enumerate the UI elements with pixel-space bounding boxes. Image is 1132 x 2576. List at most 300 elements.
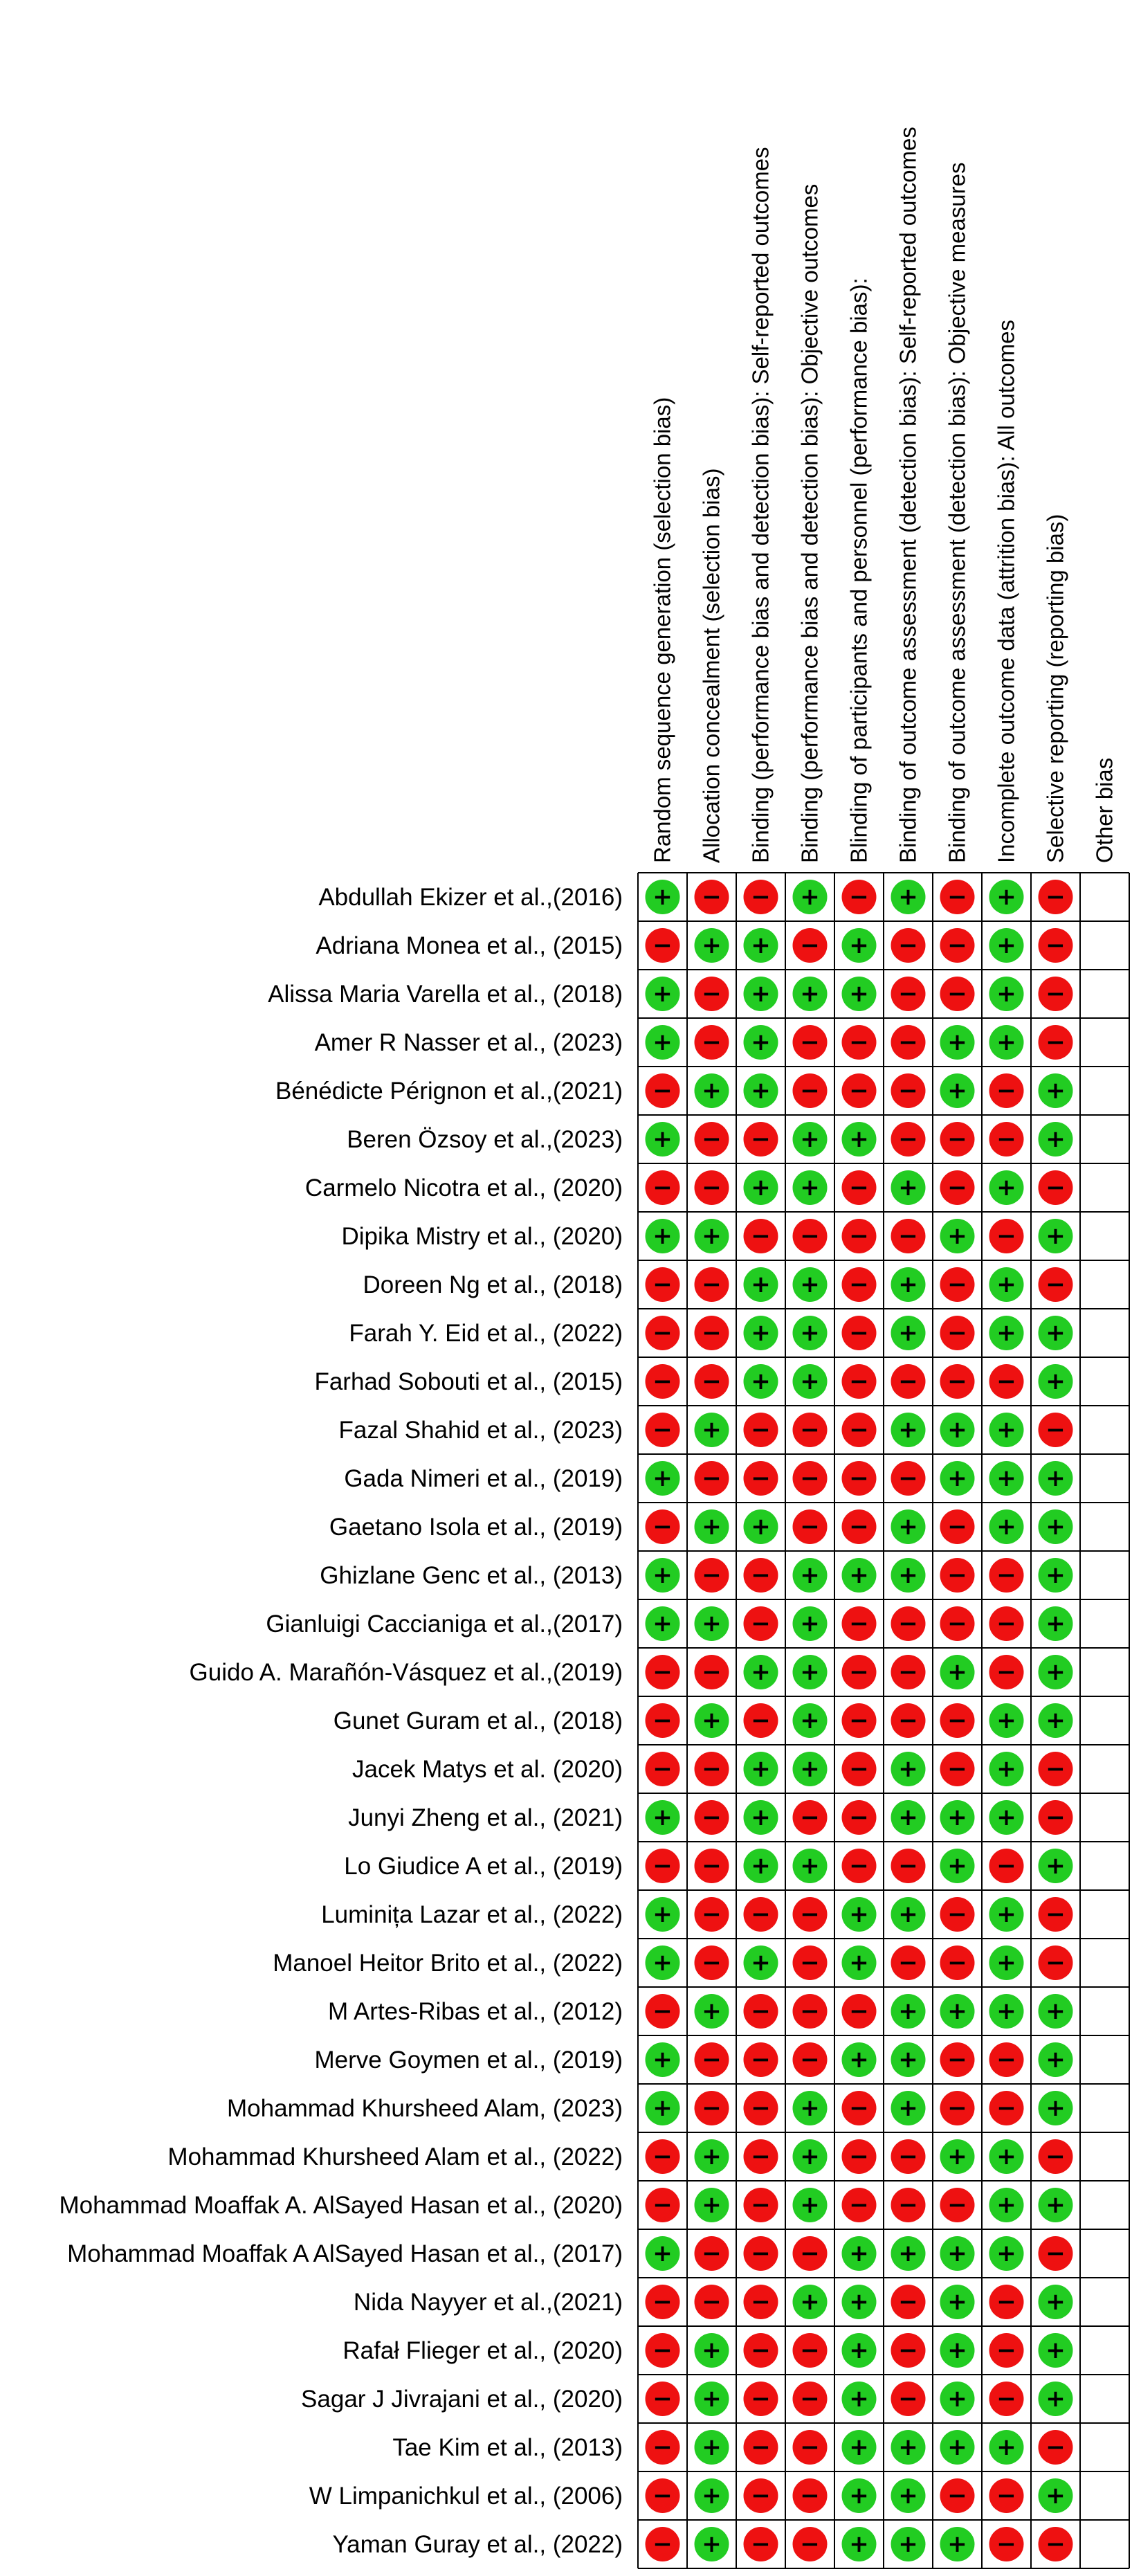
- minus-icon: −: [702, 980, 722, 1008]
- rating-cell-16-1: [695, 1655, 729, 1689]
- minus-icon: −: [947, 2094, 967, 2122]
- rating-cell-0-1: [695, 880, 729, 914]
- rating-cell-3-3: [793, 1025, 828, 1060]
- minus-icon: −: [947, 1125, 967, 1153]
- minus-icon: −: [996, 2046, 1016, 2074]
- minus-icon: −: [849, 1997, 869, 2025]
- plus-icon: +: [1046, 1513, 1066, 1541]
- minus-icon: −: [898, 1222, 918, 1250]
- rating-cell-31-6: [940, 2382, 975, 2416]
- rating-cell-17-1: [695, 1703, 729, 1738]
- plus-icon: +: [800, 980, 820, 1008]
- plus-icon: +: [996, 1755, 1016, 1783]
- minus-icon: −: [947, 2482, 967, 2510]
- rating-cell-0-2: [744, 880, 778, 914]
- plus-icon: +: [751, 1174, 771, 1201]
- rating-cell-29-4: [842, 2285, 877, 2319]
- rating-cell-15-2: [744, 1606, 778, 1641]
- rating-cell-30-2: [744, 2333, 778, 2368]
- rating-cell-21-7: [989, 1897, 1024, 1932]
- plus-icon: +: [1046, 1077, 1066, 1105]
- minus-icon: −: [947, 1513, 967, 1541]
- column-header-0: Random sequence generation (selection bias): [649, 397, 675, 863]
- plus-icon: +: [800, 1271, 820, 1298]
- minus-icon: −: [800, 1416, 820, 1444]
- rating-cell-12-8: [1039, 1461, 1073, 1496]
- plus-icon: +: [996, 1416, 1016, 1444]
- rating-cell-21-8: [1039, 1897, 1073, 1932]
- plus-icon: +: [652, 1949, 673, 1977]
- plus-icon: +: [702, 1222, 722, 1250]
- rating-cell-26-2: [744, 2139, 778, 2174]
- plus-icon: +: [947, 2337, 967, 2364]
- rating-cell-25-8: [1039, 2091, 1073, 2125]
- minus-icon: −: [702, 2240, 722, 2267]
- rating-cell-34-0: [646, 2527, 680, 2561]
- plus-icon: +: [996, 1513, 1016, 1541]
- plus-icon: +: [702, 2482, 722, 2510]
- minus-icon: −: [849, 1271, 869, 1298]
- rating-cell-2-3: [793, 977, 828, 1011]
- minus-icon: −: [800, 1028, 820, 1056]
- plus-icon: +: [947, 1077, 967, 1105]
- rating-cell-24-7: [989, 2042, 1024, 2077]
- rating-cell-33-6: [940, 2478, 975, 2513]
- rating-cell-17-0: [646, 1703, 680, 1738]
- rating-cell-4-8: [1039, 1073, 1073, 1108]
- row-label-12: Gada Nimeri et al., (2019): [344, 1465, 623, 1492]
- minus-icon: −: [751, 1222, 771, 1250]
- minus-icon: −: [652, 2385, 673, 2413]
- rating-cell-16-5: [891, 1655, 926, 1689]
- rating-cell-29-1: [695, 2285, 729, 2319]
- row-label-20: Lo Giudice A et al., (2019): [344, 1853, 623, 1880]
- rating-cell-30-4: [842, 2333, 877, 2368]
- rating-cell-33-7: [989, 2478, 1024, 2513]
- row-label-21: Luminița Lazar et al., (2022): [321, 1901, 623, 1928]
- row-label-5: Beren Özsoy et al.,(2023): [347, 1126, 623, 1153]
- plus-icon: +: [702, 2143, 722, 2170]
- minus-icon: −: [898, 1658, 918, 1686]
- rating-cell-28-3: [793, 2236, 828, 2271]
- column-header-5: Binding of outcome assessment (detection bias): Self-reported outcomes: [895, 127, 921, 863]
- plus-icon: +: [702, 1997, 722, 2025]
- column-header-2: Binding (performance bias and detection bias): Self-reported outcomes: [747, 147, 774, 863]
- plus-icon: +: [849, 1901, 869, 1928]
- plus-icon: +: [898, 1997, 918, 2025]
- rating-cell-32-5: [891, 2430, 926, 2465]
- plus-icon: +: [898, 1416, 918, 1444]
- minus-icon: −: [702, 1368, 722, 1395]
- minus-icon: −: [751, 1125, 771, 1153]
- rating-cell-33-8: [1039, 2478, 1073, 2513]
- rating-cell-34-6: [940, 2527, 975, 2561]
- minus-icon: −: [947, 883, 967, 911]
- plus-icon: +: [849, 1561, 869, 1589]
- plus-icon: +: [898, 2433, 918, 2461]
- rating-cell-18-6: [940, 1752, 975, 1786]
- rating-cell-20-0: [646, 1849, 680, 1883]
- rating-cell-28-6: [940, 2236, 975, 2271]
- rating-cell-22-4: [842, 1945, 877, 1980]
- plus-icon: +: [849, 2046, 869, 2074]
- rating-cell-10-3: [793, 1364, 828, 1399]
- rating-cell-31-2: [744, 2382, 778, 2416]
- rating-cell-34-2: [744, 2527, 778, 2561]
- rating-cell-28-4: [842, 2236, 877, 2271]
- minus-icon: −: [947, 932, 967, 959]
- minus-icon: −: [947, 2046, 967, 2074]
- rating-cell-21-1: [695, 1897, 729, 1932]
- minus-icon: −: [652, 2530, 673, 2558]
- rating-cell-30-7: [989, 2333, 1024, 2368]
- plus-icon: +: [652, 2046, 673, 2074]
- plus-icon: +: [1046, 2046, 1066, 2074]
- minus-icon: −: [1046, 1949, 1066, 1977]
- rating-cell-10-1: [695, 1364, 729, 1399]
- plus-icon: +: [702, 2191, 722, 2219]
- rating-cell-3-5: [891, 1025, 926, 1060]
- minus-icon: −: [800, 1464, 820, 1492]
- rating-cell-2-4: [842, 977, 877, 1011]
- rating-cell-27-2: [744, 2188, 778, 2222]
- plus-icon: +: [751, 1077, 771, 1105]
- minus-icon: −: [702, 1658, 722, 1686]
- minus-icon: −: [1046, 1271, 1066, 1298]
- rating-cell-25-2: [744, 2091, 778, 2125]
- rating-cell-32-6: [940, 2430, 975, 2465]
- minus-icon: −: [751, 2143, 771, 2170]
- rating-cell-11-3: [793, 1413, 828, 1447]
- rating-cell-31-4: [842, 2382, 877, 2416]
- minus-icon: −: [849, 1368, 869, 1395]
- row-label-1: Adriana Monea et al., (2015): [316, 932, 623, 959]
- minus-icon: −: [898, 2385, 918, 2413]
- rating-cell-10-4: [842, 1364, 877, 1399]
- rating-cell-33-0: [646, 2478, 680, 2513]
- minus-icon: −: [947, 1755, 967, 1783]
- rating-cell-20-1: [695, 1849, 729, 1883]
- minus-icon: −: [1046, 980, 1066, 1008]
- minus-icon: −: [849, 1319, 869, 1347]
- rating-cell-1-5: [891, 928, 926, 963]
- rating-cell-26-8: [1039, 2139, 1073, 2174]
- minus-icon: −: [849, 1464, 869, 1492]
- row-label-9: Farah Y. Eid et al., (2022): [349, 1320, 623, 1347]
- rating-cell-17-7: [989, 1703, 1024, 1738]
- minus-icon: −: [800, 2482, 820, 2510]
- minus-icon: −: [947, 1707, 967, 1734]
- rating-cell-10-2: [744, 1364, 778, 1399]
- rating-cell-24-1: [695, 2042, 729, 2077]
- plus-icon: +: [702, 1610, 722, 1638]
- plus-icon: +: [898, 1561, 918, 1589]
- minus-icon: −: [898, 2337, 918, 2364]
- rating-cell-19-4: [842, 1800, 877, 1835]
- minus-icon: −: [996, 1222, 1016, 1250]
- rating-cell-0-0: [646, 880, 680, 914]
- rating-cell-33-2: [744, 2478, 778, 2513]
- plus-icon: +: [849, 2530, 869, 2558]
- rating-cell-1-8: [1039, 928, 1073, 963]
- rating-cell-20-8: [1039, 1849, 1073, 1883]
- rating-cell-11-8: [1039, 1413, 1073, 1447]
- minus-icon: −: [898, 1368, 918, 1395]
- row-label-23: M Artes-Ribas et al., (2012): [328, 1998, 623, 2025]
- plus-icon: +: [1046, 2337, 1066, 2364]
- rating-cell-20-3: [793, 1849, 828, 1883]
- rating-cell-1-2: [744, 928, 778, 963]
- minus-icon: −: [751, 1416, 771, 1444]
- minus-icon: −: [751, 2385, 771, 2413]
- rating-cell-13-8: [1039, 1509, 1073, 1544]
- minus-icon: −: [702, 1464, 722, 1492]
- rating-cell-3-1: [695, 1025, 729, 1060]
- row-label-26: Mohammad Khursheed Alam et al., (2022): [167, 2143, 623, 2170]
- rating-cell-26-6: [940, 2139, 975, 2174]
- plus-icon: +: [652, 1901, 673, 1928]
- plus-icon: +: [996, 1997, 1016, 2025]
- minus-icon: −: [702, 1319, 722, 1347]
- rating-cell-24-6: [940, 2042, 975, 2077]
- column-header-4: Blinding of participants and personnel (performance bias):: [846, 278, 872, 863]
- rating-cell-16-6: [940, 1655, 975, 1689]
- minus-icon: −: [702, 2288, 722, 2316]
- rating-cell-7-2: [744, 1219, 778, 1253]
- plus-icon: +: [702, 2337, 722, 2364]
- rating-cell-16-2: [744, 1655, 778, 1689]
- plus-icon: +: [849, 2337, 869, 2364]
- rating-cell-26-1: [695, 2139, 729, 2174]
- minus-icon: −: [702, 1561, 722, 1589]
- plus-icon: +: [849, 1125, 869, 1153]
- plus-icon: +: [751, 1658, 771, 1686]
- rating-cell-31-1: [695, 2382, 729, 2416]
- rating-cell-27-8: [1039, 2188, 1073, 2222]
- minus-icon: −: [947, 980, 967, 1008]
- plus-icon: +: [849, 2288, 869, 2316]
- minus-icon: −: [702, 2094, 722, 2122]
- row-label-13: Gaetano Isola et al., (2019): [329, 1514, 623, 1541]
- rating-cell-6-3: [793, 1170, 828, 1205]
- plus-icon: +: [996, 1271, 1016, 1298]
- plus-icon: +: [800, 1610, 820, 1638]
- rating-cell-18-1: [695, 1752, 729, 1786]
- minus-icon: −: [1046, 1028, 1066, 1056]
- rating-cell-12-6: [940, 1461, 975, 1496]
- minus-icon: −: [652, 1271, 673, 1298]
- rating-cell-2-5: [891, 977, 926, 1011]
- plus-icon: +: [947, 1658, 967, 1686]
- minus-icon: −: [652, 2191, 673, 2219]
- rating-cell-17-5: [891, 1703, 926, 1738]
- minus-icon: −: [800, 2385, 820, 2413]
- minus-icon: −: [1046, 932, 1066, 959]
- minus-icon: −: [652, 2433, 673, 2461]
- minus-icon: −: [849, 1755, 869, 1783]
- rating-cell-12-2: [744, 1461, 778, 1496]
- plus-icon: +: [1046, 2094, 1066, 2122]
- plus-icon: +: [751, 932, 771, 959]
- minus-icon: −: [947, 1271, 967, 1298]
- rating-cell-23-7: [989, 1994, 1024, 2029]
- rating-cell-32-2: [744, 2430, 778, 2465]
- rating-cell-32-7: [989, 2430, 1024, 2465]
- rating-cell-31-8: [1039, 2382, 1073, 2416]
- rating-cell-18-5: [891, 1752, 926, 1786]
- rating-cell-11-7: [989, 1413, 1024, 1447]
- rating-cell-20-4: [842, 1849, 877, 1883]
- rating-cell-0-6: [940, 880, 975, 914]
- minus-icon: −: [751, 1464, 771, 1492]
- minus-icon: −: [702, 883, 722, 911]
- plus-icon: +: [898, 1804, 918, 1831]
- plus-icon: +: [800, 1658, 820, 1686]
- row-label-22: Manoel Heitor Brito et al., (2022): [273, 1950, 623, 1977]
- rating-cell-25-7: [989, 2091, 1024, 2125]
- minus-icon: −: [652, 1997, 673, 2025]
- plus-icon: +: [947, 2433, 967, 2461]
- rating-cell-14-7: [989, 1558, 1024, 1593]
- minus-icon: −: [702, 1125, 722, 1153]
- plus-icon: +: [898, 2240, 918, 2267]
- row-label-19: Junyi Zheng et al., (2021): [348, 1804, 623, 1831]
- minus-icon: −: [652, 1852, 673, 1880]
- minus-icon: −: [849, 1174, 869, 1201]
- rating-cell-11-5: [891, 1413, 926, 1447]
- plus-icon: +: [898, 1174, 918, 1201]
- rating-cell-18-8: [1039, 1752, 1073, 1786]
- minus-icon: −: [947, 1319, 967, 1347]
- plus-icon: +: [947, 1222, 967, 1250]
- rating-cell-21-4: [842, 1897, 877, 1932]
- rating-cell-33-4: [842, 2478, 877, 2513]
- rating-cell-28-5: [891, 2236, 926, 2271]
- rating-cell-12-5: [891, 1461, 926, 1496]
- minus-icon: −: [800, 2046, 820, 2074]
- minus-icon: −: [849, 1610, 869, 1638]
- rating-cell-29-6: [940, 2285, 975, 2319]
- rating-cell-15-0: [646, 1606, 680, 1641]
- minus-icon: −: [849, 1028, 869, 1056]
- minus-icon: −: [1046, 2530, 1066, 2558]
- plus-icon: +: [652, 1028, 673, 1056]
- rating-cell-26-3: [793, 2139, 828, 2174]
- plus-icon: +: [1046, 2191, 1066, 2219]
- rating-cell-34-3: [793, 2527, 828, 2561]
- rating-cell-28-1: [695, 2236, 729, 2271]
- plus-icon: +: [751, 1949, 771, 1977]
- rating-cell-9-6: [940, 1316, 975, 1350]
- minus-icon: −: [751, 2288, 771, 2316]
- minus-icon: −: [996, 2530, 1016, 2558]
- rating-cell-21-3: [793, 1897, 828, 1932]
- rating-cell-16-8: [1039, 1655, 1073, 1689]
- rating-cell-4-1: [695, 1073, 729, 1108]
- plus-icon: +: [751, 1804, 771, 1831]
- rating-cell-9-5: [891, 1316, 926, 1350]
- minus-icon: −: [1046, 1804, 1066, 1831]
- rating-cell-8-8: [1039, 1267, 1073, 1302]
- rating-cell-0-7: [989, 880, 1024, 914]
- row-label-24: Merve Goymen et al., (2019): [314, 2047, 623, 2074]
- plus-icon: +: [898, 1271, 918, 1298]
- minus-icon: −: [751, 1610, 771, 1638]
- rating-cell-0-4: [842, 880, 877, 914]
- rating-cell-12-7: [989, 1461, 1024, 1496]
- plus-icon: +: [751, 1852, 771, 1880]
- rating-cell-30-0: [646, 2333, 680, 2368]
- rating-cell-1-4: [842, 928, 877, 963]
- minus-icon: −: [1046, 2240, 1066, 2267]
- rating-cell-4-5: [891, 1073, 926, 1108]
- rating-cell-10-6: [940, 1364, 975, 1399]
- minus-icon: −: [702, 2046, 722, 2074]
- rating-cell-13-6: [940, 1509, 975, 1544]
- minus-icon: −: [800, 932, 820, 959]
- column-header-3: Binding (performance bias and detection bias): Objective outcomes: [796, 183, 823, 863]
- rating-cell-10-7: [989, 1364, 1024, 1399]
- rating-cell-12-3: [793, 1461, 828, 1496]
- rating-cell-6-2: [744, 1170, 778, 1205]
- rating-cell-34-4: [842, 2527, 877, 2561]
- rating-cell-16-4: [842, 1655, 877, 1689]
- rating-cell-21-0: [646, 1897, 680, 1932]
- row-label-33: W Limpanichkul et al., (2006): [309, 2483, 623, 2510]
- plus-icon: +: [898, 2530, 918, 2558]
- column-header-9: Other bias: [1091, 757, 1117, 863]
- rating-cell-11-4: [842, 1413, 877, 1447]
- minus-icon: −: [898, 1028, 918, 1056]
- plus-icon: +: [996, 1028, 1016, 1056]
- plus-icon: +: [947, 1997, 967, 2025]
- column-header-7: Incomplete outcome data (attrition bias): All outcomes: [993, 319, 1019, 863]
- plus-icon: +: [947, 2530, 967, 2558]
- rating-cell-3-0: [646, 1025, 680, 1060]
- rating-cell-22-8: [1039, 1945, 1073, 1980]
- rating-cell-2-1: [695, 977, 729, 1011]
- plus-icon: +: [898, 1755, 918, 1783]
- rating-cell-1-6: [940, 928, 975, 963]
- plus-icon: +: [652, 883, 673, 911]
- rating-cell-15-1: [695, 1606, 729, 1641]
- row-label-16: Guido A. Marañón-Vásquez et al.,(2019): [189, 1659, 623, 1686]
- minus-icon: −: [898, 1949, 918, 1977]
- rating-cell-19-8: [1039, 1800, 1073, 1835]
- rating-cell-12-1: [695, 1461, 729, 1496]
- rating-cell-5-8: [1039, 1122, 1073, 1157]
- plus-icon: +: [996, 2191, 1016, 2219]
- plus-icon: +: [996, 2433, 1016, 2461]
- plus-icon: +: [1046, 1464, 1066, 1492]
- minus-icon: −: [849, 1077, 869, 1105]
- rating-cell-13-0: [646, 1509, 680, 1544]
- rating-cell-4-2: [744, 1073, 778, 1108]
- row-label-8: Doreen Ng et al., (2018): [363, 1271, 623, 1298]
- row-label-15: Gianluigi Caccianiga et al.,(2017): [266, 1611, 623, 1638]
- minus-icon: −: [849, 2094, 869, 2122]
- plus-icon: +: [947, 1852, 967, 1880]
- rating-cell-21-6: [940, 1897, 975, 1932]
- rating-cell-26-0: [646, 2139, 680, 2174]
- rating-cell-23-6: [940, 1994, 975, 2029]
- plus-icon: +: [996, 1464, 1016, 1492]
- rating-cell-2-2: [744, 977, 778, 1011]
- plus-icon: +: [996, 1804, 1016, 1831]
- minus-icon: −: [849, 1804, 869, 1831]
- row-label-25: Mohammad Khursheed Alam, (2023): [227, 2095, 623, 2122]
- minus-icon: −: [652, 2143, 673, 2170]
